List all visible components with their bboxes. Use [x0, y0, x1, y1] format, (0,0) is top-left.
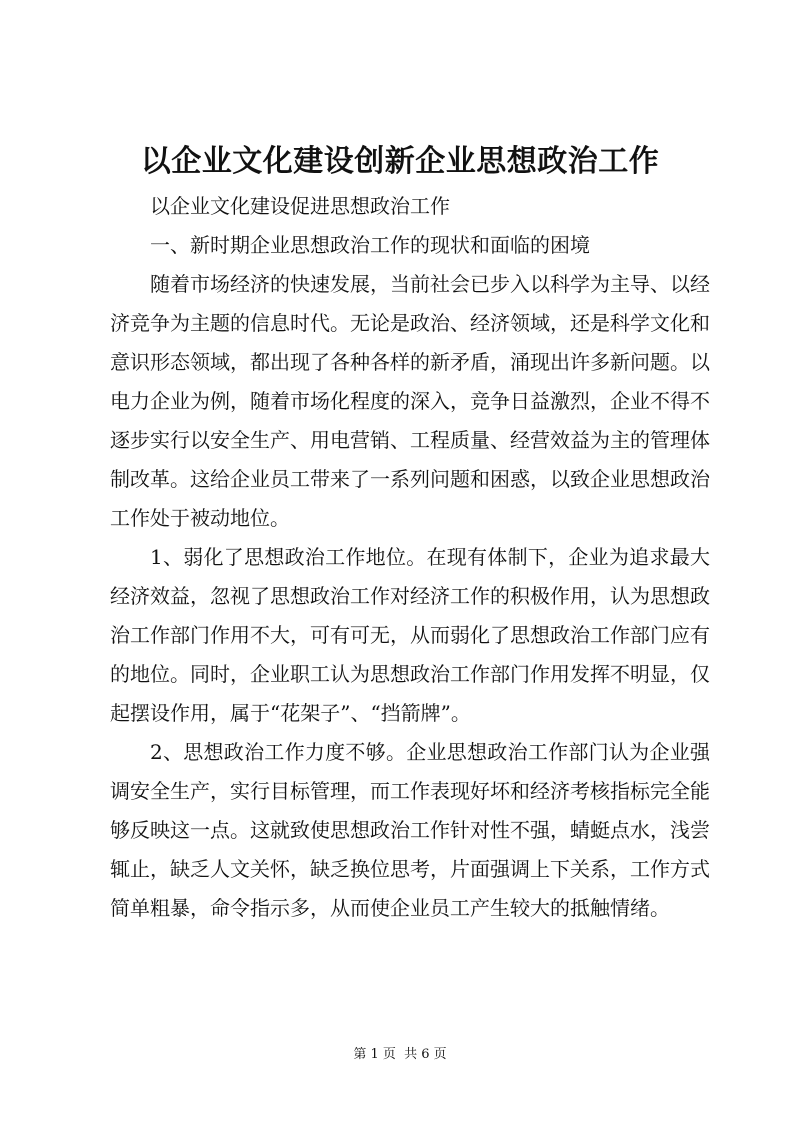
page-number-label: 第 1 页 共 6 页 — [353, 1047, 447, 1062]
subtitle-paragraph: 以企业文化建设促进思想政治工作 — [150, 194, 450, 218]
document-title: 以企业文化建设创新企业思想政治工作 — [140, 144, 660, 179]
document-body — [110, 187, 710, 928]
page-footer — [0, 1045, 800, 1065]
section-heading: 一、新时期企业思想政治工作的现状和面临的困境 — [150, 233, 590, 257]
body-paragraph: 随着市场经济的快速发展，当前社会已步入以科学为主导、以经济竞争为主题的信息时代。无论是政治、经济领域，还是科学文化和意识形态领域，都出现了各种各样的新矛盾，涌现出许多新问题。以电力企业为例，随着市场化程度的深入，竞争日益激烈，企业不得不逐步实行以安全生产、用电营销、工程质量、经营效益为主的管理体制改革。这给企业员工带来了一系列问题和困惑，以致企业思想政治工作处于被动地位。 — [110, 272, 710, 530]
body-paragraph: 2、思想政治工作力度不够。企业思想政治工作部门认为企业强调安全生产，实行目标管理，而工作表现好坏和经济考核指标完全能够反映这一点。这就致使思想政治工作针对性不强，蜻蜓点水，浅尝辄止，缺乏人文关怀，缺乏换位思考，片面强调上下关系，工作方式简单粗暴，命令指示多，从而使企业员工产生较大的抵触情绪。 — [110, 740, 710, 920]
body-paragraph: 1、弱化了思想政治工作地位。在现有体制下，企业为追求最大经济效益，忽视了思想政治工作对经济工作的积极作用，认为思想政治工作部门作用不大，可有可无，从而弱化了思想政治工作部门应有的地位。同时，企业职工认为思想政治工作部门作用发挥不明显，仅起摆设作用，属于“花架子”、“挡箭牌”。 — [110, 545, 710, 725]
